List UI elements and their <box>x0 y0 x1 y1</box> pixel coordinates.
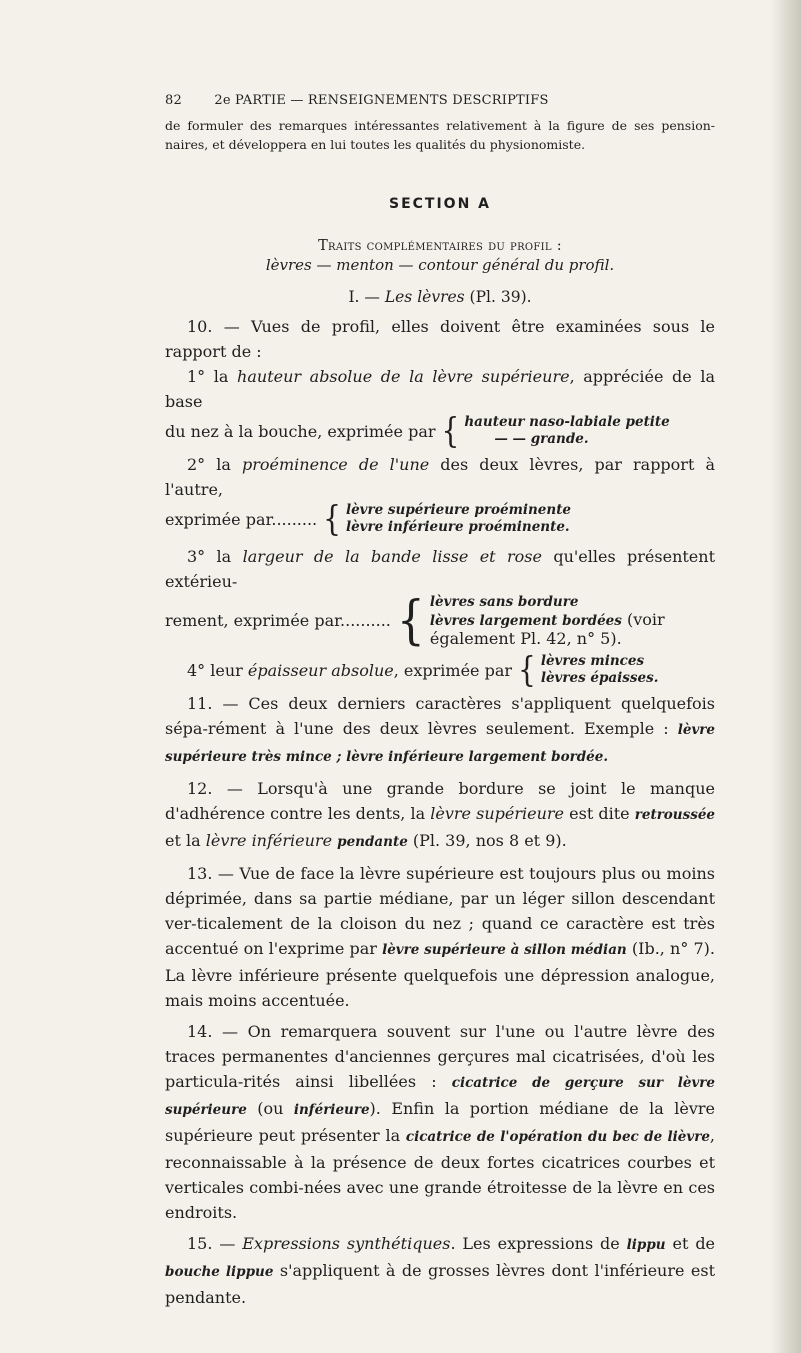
p10-item1-b: hauteur absolue de la lèvre supérieure <box>237 367 570 386</box>
p15-d: lippu <box>626 1237 666 1253</box>
p10-item4-a: 4° leur <box>187 660 243 680</box>
p10-intro: 10. — Vues de profil, elles doivent être examinées sous le rapport de : <box>165 317 715 361</box>
p15-e: et de <box>665 1234 716 1253</box>
p10-item2-opt1: lèvre supérieure proéminente <box>345 502 572 518</box>
p14-f: cicatrice de l'opération du bec de lièvre <box>405 1129 710 1145</box>
p10-item1 <box>165 364 715 414</box>
p10-item2-options <box>165 497 715 539</box>
p15-a: 15. — <box>187 1234 243 1253</box>
p10-item1-opt1: hauteur naso-labiale petite <box>464 414 670 430</box>
paragraph-14 <box>165 1019 715 1225</box>
p15-g: s'appliquent à de grosses lèvres dont l'inférieure est pendante. <box>165 1261 715 1307</box>
p14-b: cicatrice de gerçure sur lèvre supérieure <box>165 1075 715 1118</box>
p13-b: lèvre supérieure à sillon médian <box>382 942 627 958</box>
p12-i: (Pl. 39, nos 8 et 9). <box>407 831 567 850</box>
p10-item3-a: 3° la <box>187 547 243 566</box>
p10-item3-opt3: également Pl. 42, n° 5). <box>429 629 622 648</box>
p14-e: ). Enfin la portion médiane de la lèvre supérieure peut présenter la <box>165 1099 715 1145</box>
subheading-prefix: I. — <box>348 288 385 306</box>
subheading-levres <box>165 288 715 306</box>
p10-item4-b: épaisseur absolue <box>247 660 394 680</box>
p12-a: 12. — Lorsqu'à une grande bordure se joint le manque d'adhérence contre les dents, la <box>165 779 715 823</box>
p10-item1-options <box>165 409 715 451</box>
brace-icon: { <box>518 648 536 690</box>
p12-d: retroussée <box>634 807 715 823</box>
page-body <box>165 93 715 1310</box>
p14-a: 14. — On remarquera souvent sur l'une ou l'autre lèvre des traces permanentes d'anciennes gerçures mal cicatrisées, d'où les particula-rités ainsi libellées : <box>165 1022 715 1091</box>
p10-item2-lead: exprimée par......... <box>165 509 318 529</box>
p10-item4 <box>165 648 715 690</box>
p10-item3-c: qu'elles présentent extérieu- <box>165 547 716 591</box>
p11-text: 11. — Ces deux derniers caractères s'appliquent quelquefois sépa-rément à l'une des deux lèvres seulement. Exemple : <box>165 694 715 738</box>
p10-item2-b: proéminence de l'une <box>241 455 430 474</box>
brace-icon: { <box>323 497 341 539</box>
p14-g: , reconnaissable à la présence de deux fortes cicatrices courbes et verticales combi-nées avec une grande étroitesse de la lèvre en ces endroits. <box>165 1126 716 1222</box>
p15-b: Expressions synthétiques <box>242 1234 451 1253</box>
p10-item3-opt2: lèvres largement bordées <box>429 613 622 629</box>
paragraph-15 <box>165 1231 715 1310</box>
p10-item1-lead: du nez à la bouche, exprimée par <box>165 421 436 441</box>
subheading-suffix: (Pl. 39). <box>464 288 532 306</box>
page-number: 82 <box>165 93 182 108</box>
p10-item3-lead: rement, exprimée par.......... <box>165 611 391 630</box>
p12-h: pendante <box>337 834 408 850</box>
brace-icon: { <box>441 409 460 451</box>
p12-f: lèvre inférieure <box>205 831 333 850</box>
p15-c: . Les expressions de <box>450 1234 627 1253</box>
p10-item2-a: 2° la <box>187 455 242 474</box>
p10-item1-opt2: — — grande. <box>494 431 589 447</box>
p12-c: est dite <box>564 804 635 823</box>
p10-item4-c: , exprimée par <box>393 660 513 680</box>
p10-item2-opt2: lèvre inférieure proéminente. <box>345 519 570 535</box>
p15-f: bouche lippue <box>165 1264 274 1280</box>
p10-item4-opt1: lèvres minces <box>540 653 645 669</box>
p10-item4-opt2: lèvres épaisses. <box>540 670 659 686</box>
p10-item3-opt1: lèvres sans bordure <box>429 594 579 610</box>
p12-b: lèvre supérieure <box>430 804 565 823</box>
traits-subtitle: lèvres — menton — contour général du profil. <box>265 256 615 274</box>
p10-item1-a: 1° la <box>187 367 238 386</box>
paragraph-13 <box>165 861 715 1013</box>
subheading-italic: Les lèvres <box>384 288 465 306</box>
p10-item3 <box>165 544 715 594</box>
p10-item3-b: largeur de la bande lisse et rose <box>242 547 542 566</box>
intro-paragraph: de formuler des remarques intéressantes relativement à la figure de ses pension-naires, et développera en lui toutes les qualités du physionomiste. <box>165 118 715 152</box>
section-title: SECTION A <box>388 196 491 212</box>
p12-e: et la <box>165 831 206 850</box>
running-header <box>165 93 715 108</box>
p10-item2 <box>165 452 715 502</box>
p10-item3-opt2-tail: (voir <box>621 610 665 629</box>
p11-example: lèvre supérieure très mince ; lèvre inférieure largement bordée. <box>165 722 715 765</box>
paragraph-11 <box>165 691 715 770</box>
traits-title: Traits complémentaires du profil : <box>318 238 562 254</box>
paragraph-12 <box>165 776 715 855</box>
p13-a: 13. — Vue de face la lèvre supérieure est toujours plus ou moins déprimée, dans sa partie médiane, par un léger sillon descendant ver-ticalement de la cloison du nez ; quand ce caractère est très accentué on l'exprime par <box>165 864 715 958</box>
p10-item2-c: des deux lèvres, par rapport à l'autre, <box>165 455 715 499</box>
p14-d: inférieure <box>293 1102 370 1118</box>
p14-c: (ou <box>246 1099 294 1118</box>
p10-item3-options <box>165 589 715 651</box>
p10-item1-c: , appréciée de la base <box>165 367 715 411</box>
running-title: 2e PARTIE — RENSEIGNEMENTS DESCRIPTIFS <box>214 93 549 108</box>
brace-icon: { <box>396 589 425 651</box>
page-edge-shadow <box>771 0 801 1353</box>
p13-c: (Ib., n° 7). La lèvre inférieure présente quelquefois une dépression analogue, mais moins accentuée. <box>165 939 716 1010</box>
